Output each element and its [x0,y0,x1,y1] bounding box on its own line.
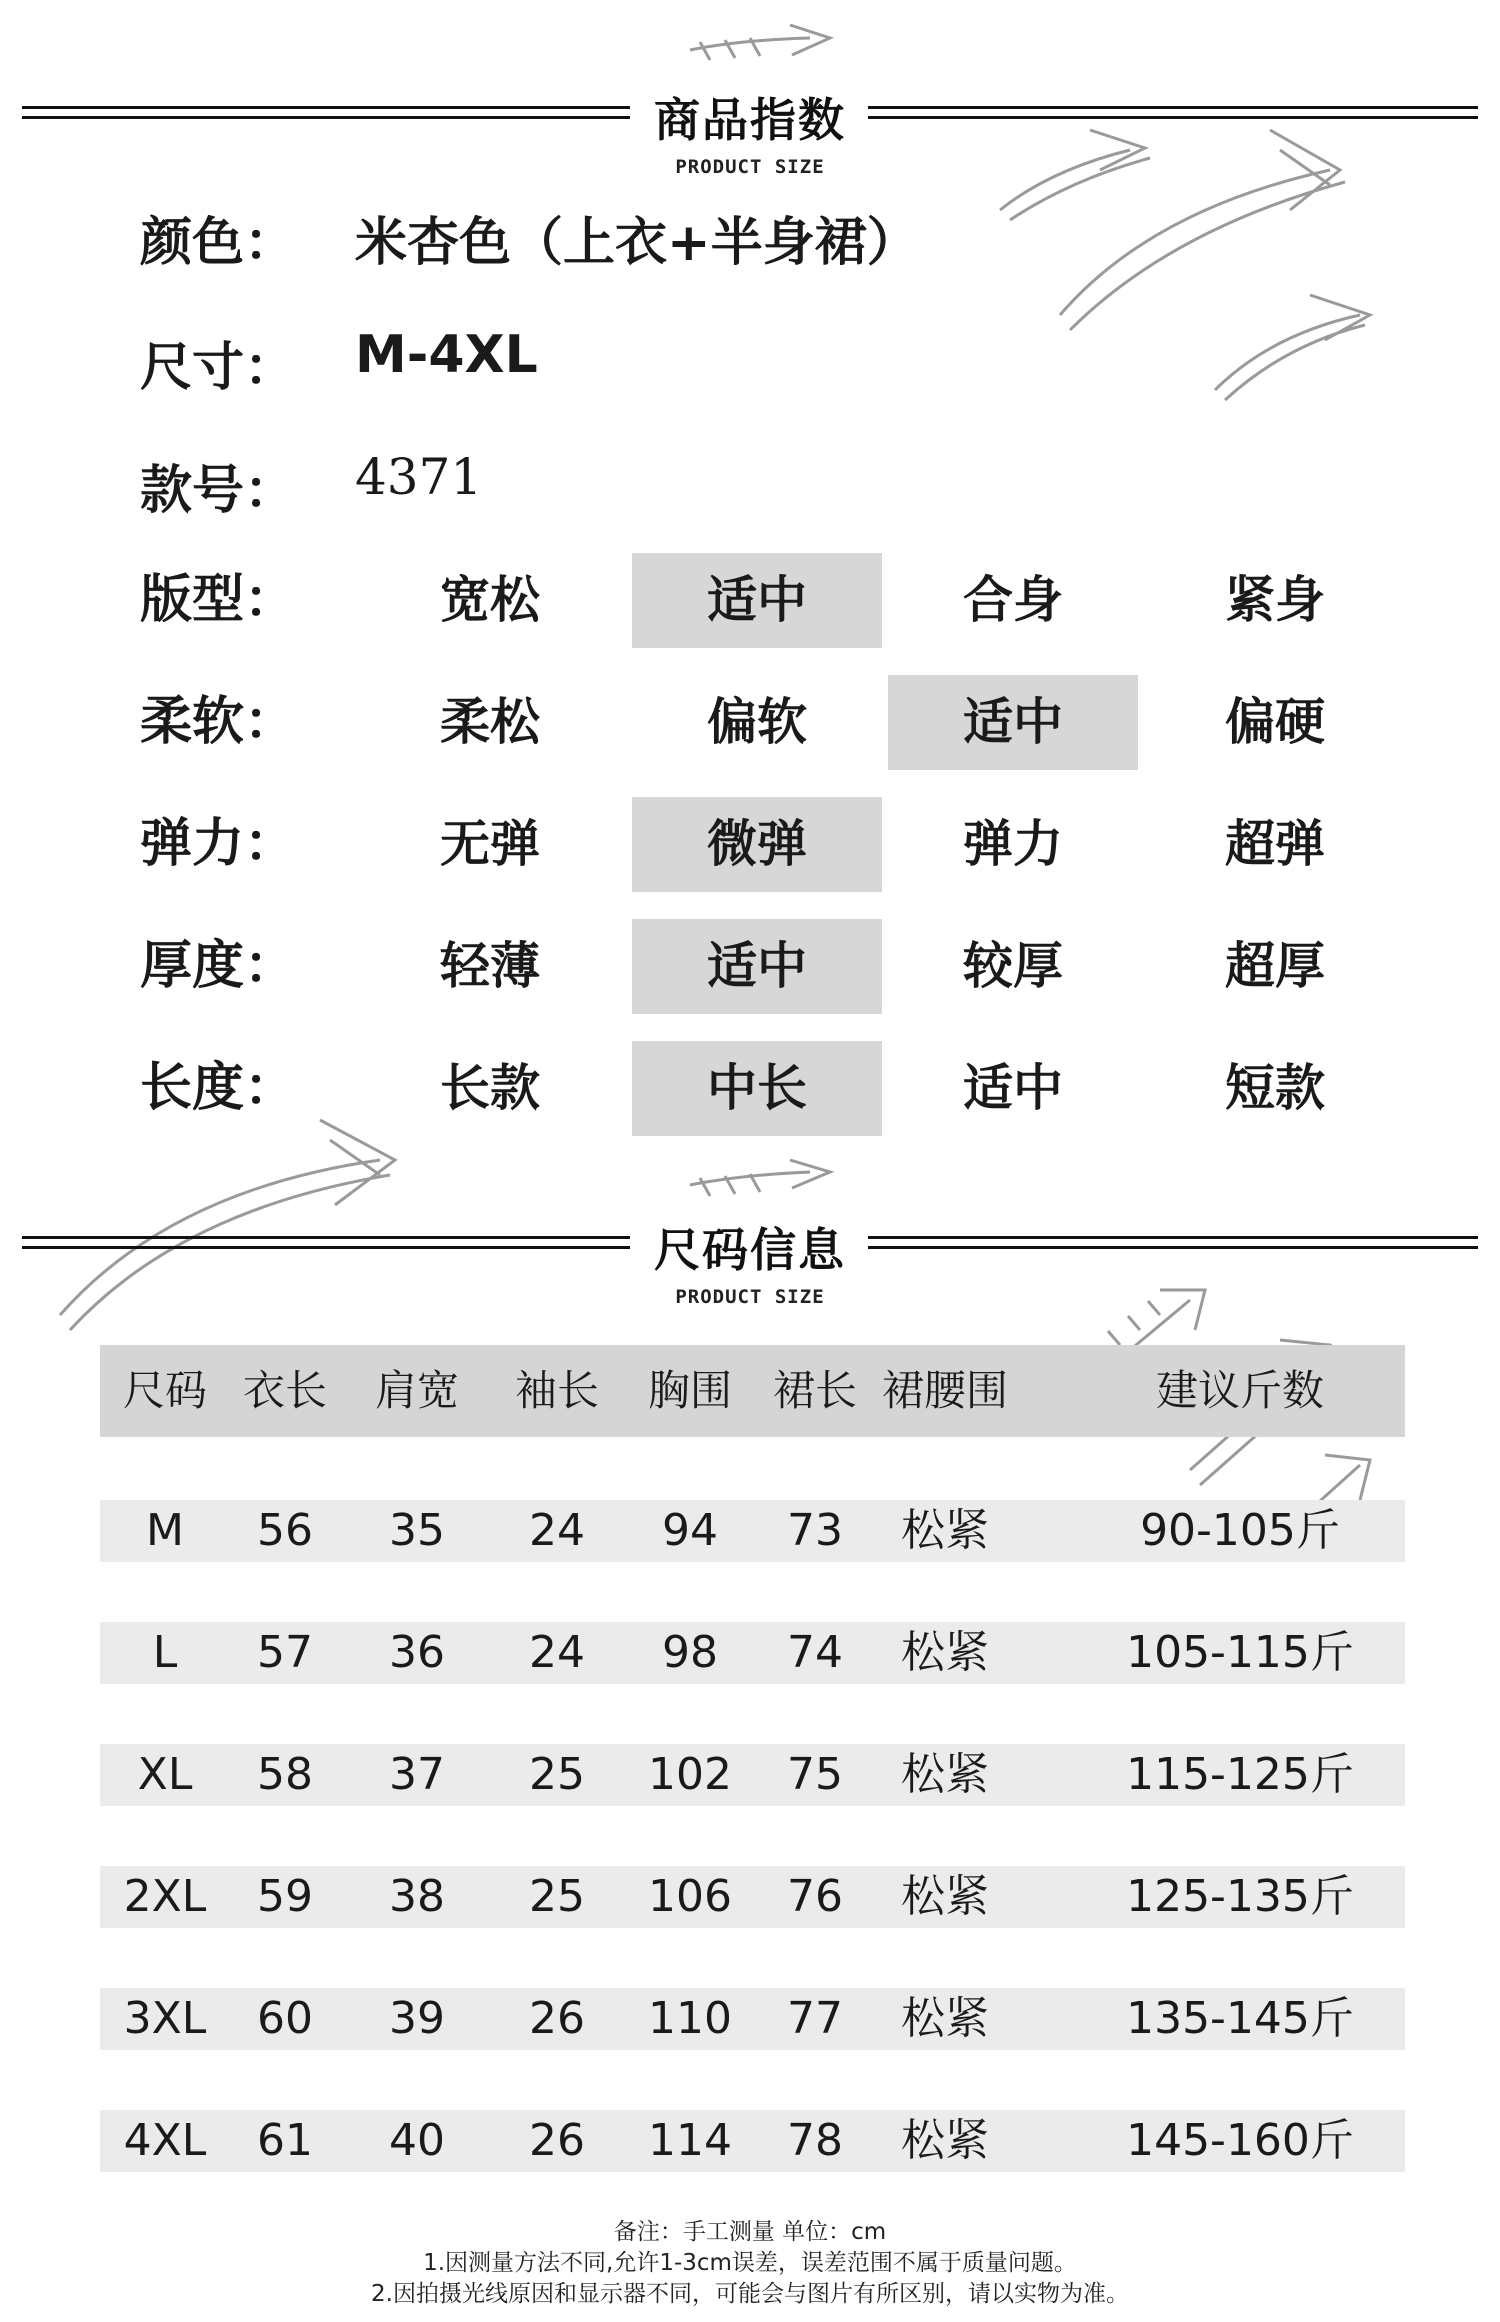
table-cell: 94 [662,1505,718,1556]
table-cell: 76 [787,1871,843,1922]
table-cell: 松紧 [901,1627,989,1678]
product-index-heading [0,70,1500,180]
section-subtitle: PRODUCT SIZE [675,1286,825,1308]
table-row [100,2110,1405,2172]
table-cell: 35 [389,1505,445,1556]
scale-row-length [0,1041,1500,1136]
table-cell: 74 [787,1627,843,1678]
scale-option: 偏软 [707,693,807,751]
table-cell: 38 [389,1871,445,1922]
table-cell: 24 [529,1627,585,1678]
table-cell: 57 [257,1627,313,1678]
scale-label: 柔软： [140,692,297,752]
table-cell: XL [137,1749,193,1800]
note-line: 备注：手工测量 单位：cm [613,2219,887,2245]
table-cell: 松紧 [901,2115,989,2166]
arrow-doodle-icon [690,1160,830,1196]
scale-option: 长款 [440,1059,540,1117]
table-cell: 26 [529,1993,585,2044]
table-cell: 135-145斤 [1126,1993,1354,2044]
table-cell: L [152,1627,178,1678]
table-cell: 26 [529,2115,585,2166]
table-cell: 56 [257,1505,313,1556]
table-cell: 58 [257,1749,313,1800]
column-header: 袖长 [514,1366,599,1415]
column-header: 衣长 [242,1366,327,1415]
table-cell: 78 [787,2115,843,2166]
table-cell: 102 [648,1749,732,1800]
table-row [100,1500,1405,1562]
table-cell: 松紧 [901,1993,989,2044]
table-cell: 125-135斤 [1126,1871,1354,1922]
table-cell: 松紧 [901,1749,989,1800]
column-header: 裙腰围 [881,1366,1008,1415]
section-title: 商品指数 [654,93,846,147]
size-info-heading [0,1200,1500,1310]
table-cell: 松紧 [901,1871,989,1922]
scale-option: 合身 [963,571,1063,629]
scale-option: 超厚 [1225,937,1325,995]
table-cell: 110 [648,1993,732,2044]
scale-option: 较厚 [963,937,1063,995]
scale-row-softness [0,675,1500,770]
scale-option: 适中 [632,553,882,648]
style-number-label: 款号： [140,461,297,521]
scale-label: 厚度： [140,936,297,996]
arrow-doodle-icon [1215,295,1370,400]
note-line: 1.因测量方法不同,允许1-3cm误差，误差范围不属于质量问题。 [423,2250,1077,2276]
table-cell: 90-105斤 [1140,1505,1340,1556]
table-cell: 73 [787,1505,843,1556]
scale-row-thickness [0,919,1500,1014]
scale-option: 适中 [963,1059,1063,1117]
size-table-header [100,1345,1405,1437]
scale-row-fit [0,553,1500,648]
table-row [100,1866,1405,1928]
table-cell: 59 [257,1871,313,1922]
scale-option: 弹力 [963,815,1063,873]
table-cell: M [146,1505,184,1556]
note-line: 2.因拍摄光线原因和显示器不同，可能会与图片有所区别，请以实物为准。 [371,2281,1129,2307]
scale-option: 紧身 [1225,571,1325,629]
table-cell: 98 [662,1627,718,1678]
scale-label: 长度： [140,1058,297,1118]
scale-option: 适中 [888,675,1138,770]
table-cell: 114 [648,2115,732,2166]
column-header: 裙长 [772,1366,857,1415]
table-row [100,1744,1405,1806]
table-cell: 75 [787,1749,843,1800]
table-cell: 25 [529,1871,585,1922]
scale-option: 微弹 [632,797,882,892]
table-cell: 松紧 [901,1505,989,1556]
table-cell: 60 [257,1993,313,2044]
section-title: 尺码信息 [654,1223,846,1277]
section-subtitle: PRODUCT SIZE [675,156,825,178]
table-cell: 4XL [123,2115,207,2166]
table-cell: 39 [389,1993,445,2044]
scale-row-elasticity [0,797,1500,892]
scale-option: 适中 [632,919,882,1014]
scale-label: 版型： [140,570,297,630]
scale-option: 短款 [1225,1059,1325,1117]
table-cell: 77 [787,1993,843,2044]
table-cell: 115-125斤 [1126,1749,1354,1800]
scale-label: 弹力： [140,814,297,874]
table-cell: 24 [529,1505,585,1556]
color-label: 颜色： [140,213,297,273]
table-cell: 105-115斤 [1126,1627,1354,1678]
table-cell: 25 [529,1749,585,1800]
table-cell: 37 [389,1749,445,1800]
table-cell: 145-160斤 [1126,2115,1354,2166]
table-cell: 2XL [123,1871,207,1922]
scale-option: 宽松 [440,571,540,629]
size-range-value: M-4XL [355,325,538,385]
scale-option: 超弹 [1225,815,1325,873]
table-cell: 40 [389,2115,445,2166]
table-row [100,1622,1405,1684]
scale-option: 偏硬 [1225,693,1325,751]
column-header: 胸围 [647,1366,732,1415]
scale-option: 无弹 [440,815,540,873]
color-value: 米杏色（上衣+半身裙） [355,213,919,273]
column-header: 肩宽 [374,1366,459,1415]
table-cell: 36 [389,1627,445,1678]
size-range-label: 尺寸： [140,338,297,398]
column-header: 尺码 [122,1366,207,1415]
scale-option: 中长 [632,1041,882,1136]
style-number-value: 4371 [355,448,483,506]
table-row [100,1988,1405,2050]
table-cell: 3XL [123,1993,207,2044]
column-header: 建议斤数 [1155,1366,1324,1415]
table-cell: 61 [257,2115,313,2166]
scale-option: 柔松 [440,693,540,751]
arrow-doodle-icon [690,25,830,60]
table-cell: 106 [648,1871,732,1922]
scale-option: 轻薄 [440,937,540,995]
